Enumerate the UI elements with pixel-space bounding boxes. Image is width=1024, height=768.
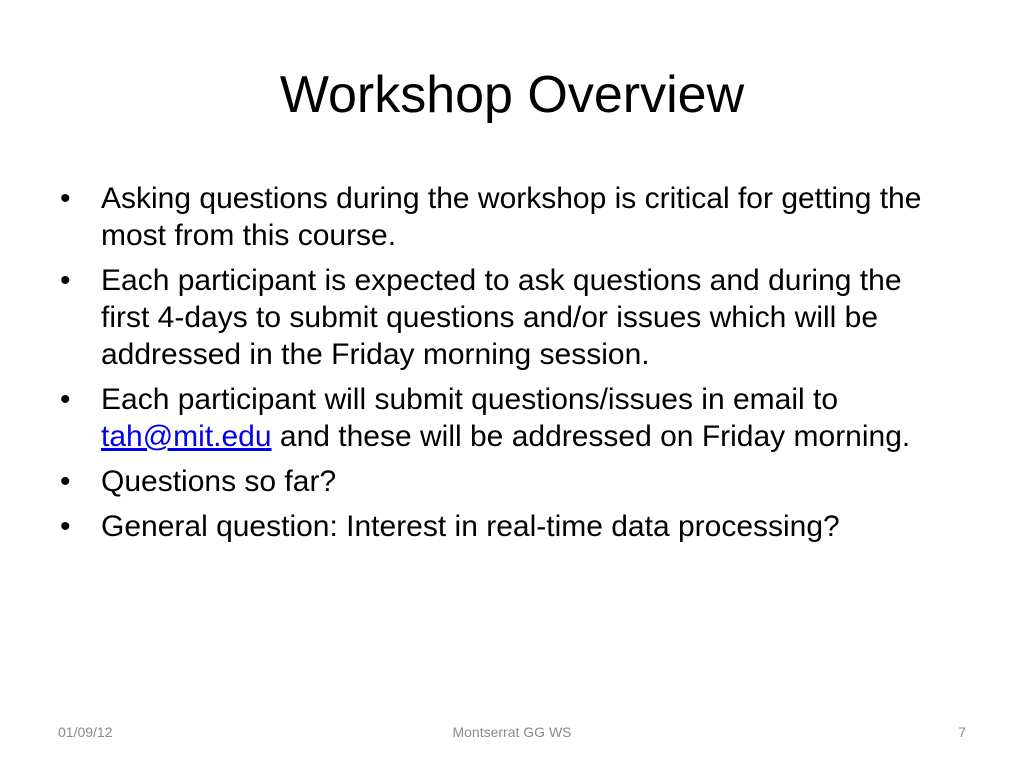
bullet-text: Questions so far? — [101, 465, 337, 498]
footer-date: 01/09/12 — [58, 724, 113, 740]
bullet-text-before-link: Each participant will submit questions/issues in email to — [101, 383, 839, 416]
email-link[interactable]: tah@mit.edu — [101, 420, 272, 453]
bullet-dot-icon: • — [60, 264, 71, 297]
bullet-item — [58, 262, 958, 373]
bullet-text-after-link: and these will be addressed on Friday morning. — [271, 420, 911, 453]
bullet-text: Each participant is expected to ask questions and during the first 4-days to submit questions and/or issues which will be addressed in the Friday morning session. — [101, 264, 902, 371]
bullet-dot-icon: • — [60, 465, 71, 498]
footer-page-number: 7 — [958, 724, 966, 740]
bullet-dot-icon: • — [60, 182, 71, 215]
bullet-list — [58, 180, 958, 553]
footer-title: Montserrat GG WS — [452, 724, 572, 740]
bullet-item — [58, 463, 958, 500]
bullet-text: Asking questions during the workshop is critical for getting the most from this course. — [101, 182, 922, 252]
bullet-item — [58, 180, 958, 254]
bullet-dot-icon: • — [60, 510, 71, 543]
bullet-dot-icon: • — [60, 383, 71, 416]
bullet-item — [58, 381, 958, 455]
bullet-text: General question: Interest in real-time data processing? — [101, 510, 840, 543]
bullet-item — [58, 508, 958, 545]
slide-title: Workshop Overview — [279, 66, 745, 124]
